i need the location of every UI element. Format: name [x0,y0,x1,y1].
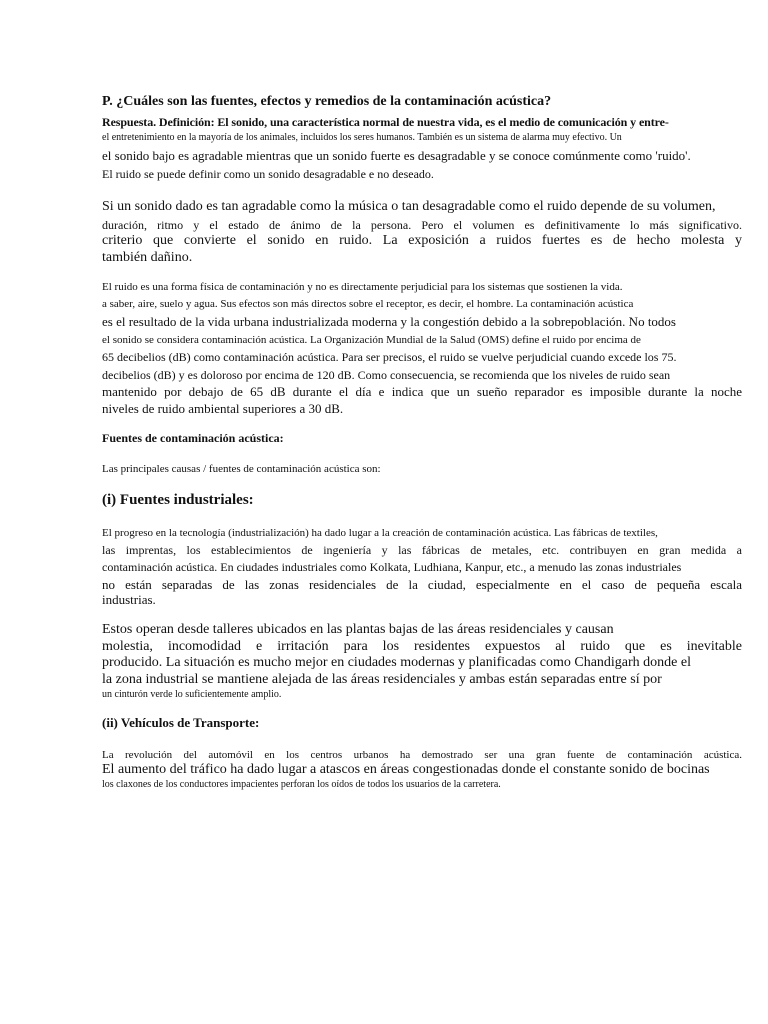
intro-line: El ruido se puede definir como un sonido desagradable e no deseado. [102,166,434,181]
document-page [102,94,742,791]
paragraph-line: no están separadas de las zonas residenciales de la ciudad, especialmente en el caso de pequeña escala [102,576,742,592]
paragraph-line: decibelios (dB) y es doloroso por encima de 120 dB. Como consecuencia, se recomienda que los niveles de ruido sean [102,367,671,382]
paragraph-volume [102,199,742,267]
intro-line: Respuesta. Definición: El sonido, una característica normal de nuestra vida, es el medio de comunicación y entre- [102,114,669,129]
paragraph-line: Estos operan desde talleres ubicados en las plantas bajas de las áreas residenciales y causan [102,621,614,637]
paragraph-line: niveles de ruido ambiental superiores a 30 dB. [102,401,344,417]
paragraph-line: la zona industrial se mantiene alejada de las áreas residenciales y ambas están separadas entre sí por [102,672,662,688]
paragraph-line: un cinturón verde lo suficientemente amplio. [102,689,282,700]
paragraph-line: contaminación acústica. En ciudades industriales como Kolkata, Ludhiana, Kanpur, etc., a menudo las zonas industriales [102,560,682,575]
page-title: P. ¿Cuáles son las fuentes, efectos y remedios de la contaminación acústica? [102,94,552,109]
paragraph-line: es el resultado de la vida urbana industrializada moderna y la congestión debido a la sobrepoblación. No todos [102,314,676,330]
intro-paragraph [102,115,742,181]
paragraph-line: producido. La situación es mucho mejor en ciudades modernas y planificadas como Chandigarh donde el [102,655,691,671]
paragraph-line: también dañino. [102,250,193,266]
paragraph-line: mantenido por debajo de 65 dB durante el día e indica que un sueño reparador es imposible durante la noche [102,383,742,399]
section-heading: (i) Fuentes industriales: [102,491,254,508]
intro-line: el entretenimiento en la mayoría de los animales, incluidos los seres humanos. También es un sistema de alarma muy efectivo. Un [102,132,622,144]
paragraph-line: las imprentas, los establecimientos de ingeniería y las fábricas de metales, etc. contribuyen en gran medida a [102,542,742,557]
paragraph-line: industrias. [102,592,156,608]
section-transport [102,715,742,791]
paragraph-line: duración, ritmo y el estado de ánimo de la persona. Pero el volumen es definitivamente lo más significativo. [102,217,742,232]
paragraph-line: El ruido es una forma física de contaminación y no es directamente perjudicial para los sistemas que sostienen la vida. [102,280,623,293]
section-heading: (ii) Vehículos de Transporte: [102,715,260,730]
paragraph-line: 65 decibelios (dB) como contaminación acústica. Para ser precisos, el ruido se vuelve perjudicial cuando excede los 75. [102,350,677,365]
sources-intro: Las principales causas / fuentes de contaminación acústica son: [102,463,381,476]
paragraph-line: a saber, aire, suelo y agua. Sus efectos son más directos sobre el receptor, es decir, el hombre. La contaminación acústica [102,298,634,311]
intro-line: el sonido bajo es agradable mientras que un sonido fuerte es desagradable y se conoce comúnmente como 'ruido'. [102,148,691,164]
paragraph-line: Si un sonido dado es tan agradable como la música o tan desagradable como el ruido depende de su volumen, [102,199,716,215]
paragraph-line: el sonido se considera contaminación acústica. La Organización Mundial de la Salud (OMS) define el ruido por encima de [102,333,641,346]
paragraph-line: El progreso en la tecnología (industrialización) ha dado lugar a la creación de contaminación acústica. Las fábricas de textiles, [102,526,658,539]
section-industrial [102,491,742,701]
paragraph-line: molestia, incomodidad e irritación para los residentes expuestos al ruido que es inevitable [102,638,742,654]
section-heading: Fuentes de contaminación acústica: [102,431,284,446]
paragraph-noise-definition [102,281,742,417]
paragraph-line: criterio que convierte el sonido en ruido. La exposición a ruidos fuertes es de hecho molesta y [102,233,742,249]
paragraph-line: El aumento del tráfico ha dado lugar a atascos en áreas congestionadas donde el constante sonido de bocinas [102,761,710,777]
paragraph-line: los claxones de los conductores impacientes perforan los oídos de todos los usuarios de la carretera. [102,778,501,790]
paragraph-line: La revolución del automóvil en los centros urbanos ha demostrado ser una gran fuente de contaminación acústica. [102,748,742,761]
